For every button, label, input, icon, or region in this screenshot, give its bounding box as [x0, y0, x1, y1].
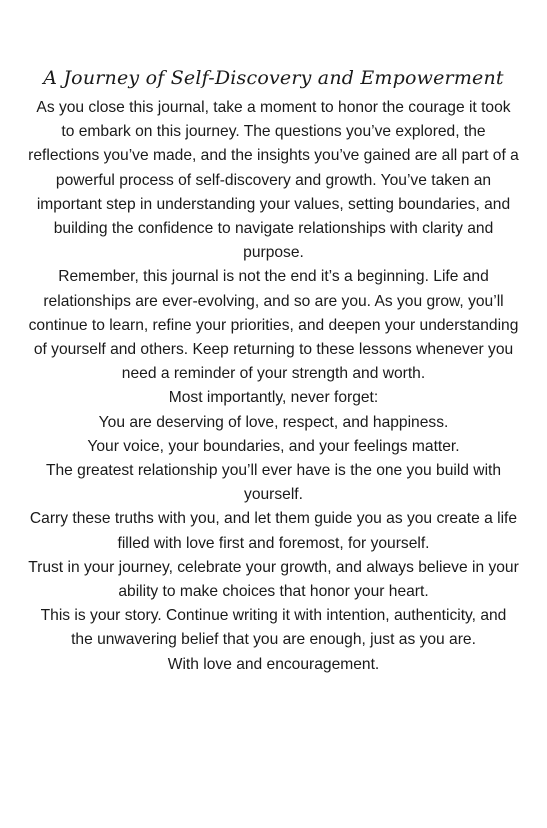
paragraph-beginning: Remember, this journal is not the end it’s a beginning. Life and relationships are ever-evolving, and so are you. As you grow, you’ll continue to learn, refine your priorities, and deepen your understanding of yourself and others. Keep returning to these lessons whenever you need a reminder of your strength and worth. [28, 268, 519, 383]
paragraph-never-forget: Most importantly, never forget: [168, 389, 379, 407]
affirmation-relationship: The greatest relationship you’ll ever have is the one you build with yourself. [45, 462, 502, 504]
affirmation-voice: Your voice, your boundaries, and your feelings matter. [87, 437, 460, 455]
paragraph-trust-journey: Trust in your journey, celebrate your growth, and always believe in your ability to make choices that honor your heart. [28, 558, 519, 601]
paragraph-carry-truths: Carry these truths with you, and let them guide you as you create a life filled with love first and foremost, for yourself. [29, 510, 518, 552]
paragraph-your-story: This is your story. Continue writing it with intention, authenticity, and the unwavering belief that you are enough, just as you are. [40, 607, 507, 649]
page-title: A Journey of Self-Discovery and Empowerment [43, 67, 504, 89]
closing-letter [28, 96, 519, 677]
affirmation-deserving: You are deserving of love, respect, and happiness. [98, 413, 449, 431]
sign-off: With love and encouragement. [167, 655, 380, 673]
paragraph-reflection: As you close this journal, take a moment to honor the courage it took to embark on this journey. The questions you’ve explored, the reflections you’ve made, and the insights you’ve gained are all part of a powerful process of self-discovery and growth. You’ve taken an important step in understanding your values, setting boundaries, and building the confidence to navigate relationships with clarity and purpose. [28, 99, 519, 262]
